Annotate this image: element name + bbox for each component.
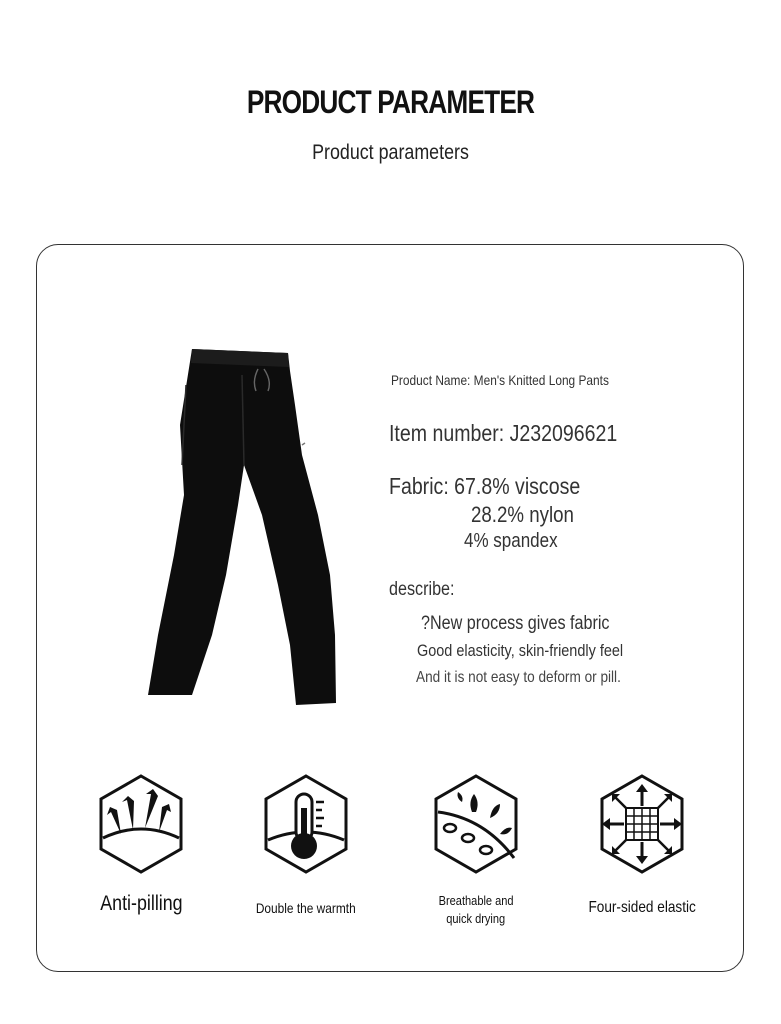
fabric-line-3: 4% spandex bbox=[464, 530, 558, 552]
four-way-stretch-icon bbox=[594, 772, 690, 876]
describe-label: describe: bbox=[389, 579, 455, 600]
page-title: PRODUCT PARAMETER bbox=[246, 84, 535, 120]
describe-line-3: And it is not easy to deform or pill. bbox=[416, 669, 621, 686]
feature-label-double-warmth: Double the warmth bbox=[256, 900, 356, 916]
page-subtitle: Product parameters bbox=[312, 141, 469, 164]
describe-line-2: Good elasticity, skin-friendly feel bbox=[417, 641, 624, 660]
fabric-line-2: 28.2% nylon bbox=[471, 502, 574, 527]
feature-anti-pilling bbox=[71, 772, 211, 915]
feature-double-warmth bbox=[236, 772, 376, 916]
item-number: Item number: J232096621 bbox=[389, 420, 618, 446]
fabric-line-1: Fabric: 67.8% viscose bbox=[389, 473, 581, 499]
feature-label-anti-pilling: Anti-pilling bbox=[99, 892, 183, 915]
breathable-icon bbox=[428, 772, 524, 876]
feature-label-four-sided-elastic: Four-sided elastic bbox=[588, 899, 696, 916]
feature-four-sided-elastic bbox=[572, 772, 712, 916]
thermometer-icon bbox=[258, 772, 354, 876]
feature-label-breathable-2: quick drying bbox=[446, 911, 506, 926]
anti-pilling-icon bbox=[93, 772, 189, 876]
describe-line-1: ?New process gives fabric bbox=[421, 613, 610, 634]
product-name: Product Name: Men's Knitted Long Pants bbox=[391, 372, 609, 388]
feature-label-breathable-1: Breathable and bbox=[438, 893, 514, 908]
feature-breathable bbox=[406, 772, 546, 926]
pants-image bbox=[140, 345, 345, 707]
